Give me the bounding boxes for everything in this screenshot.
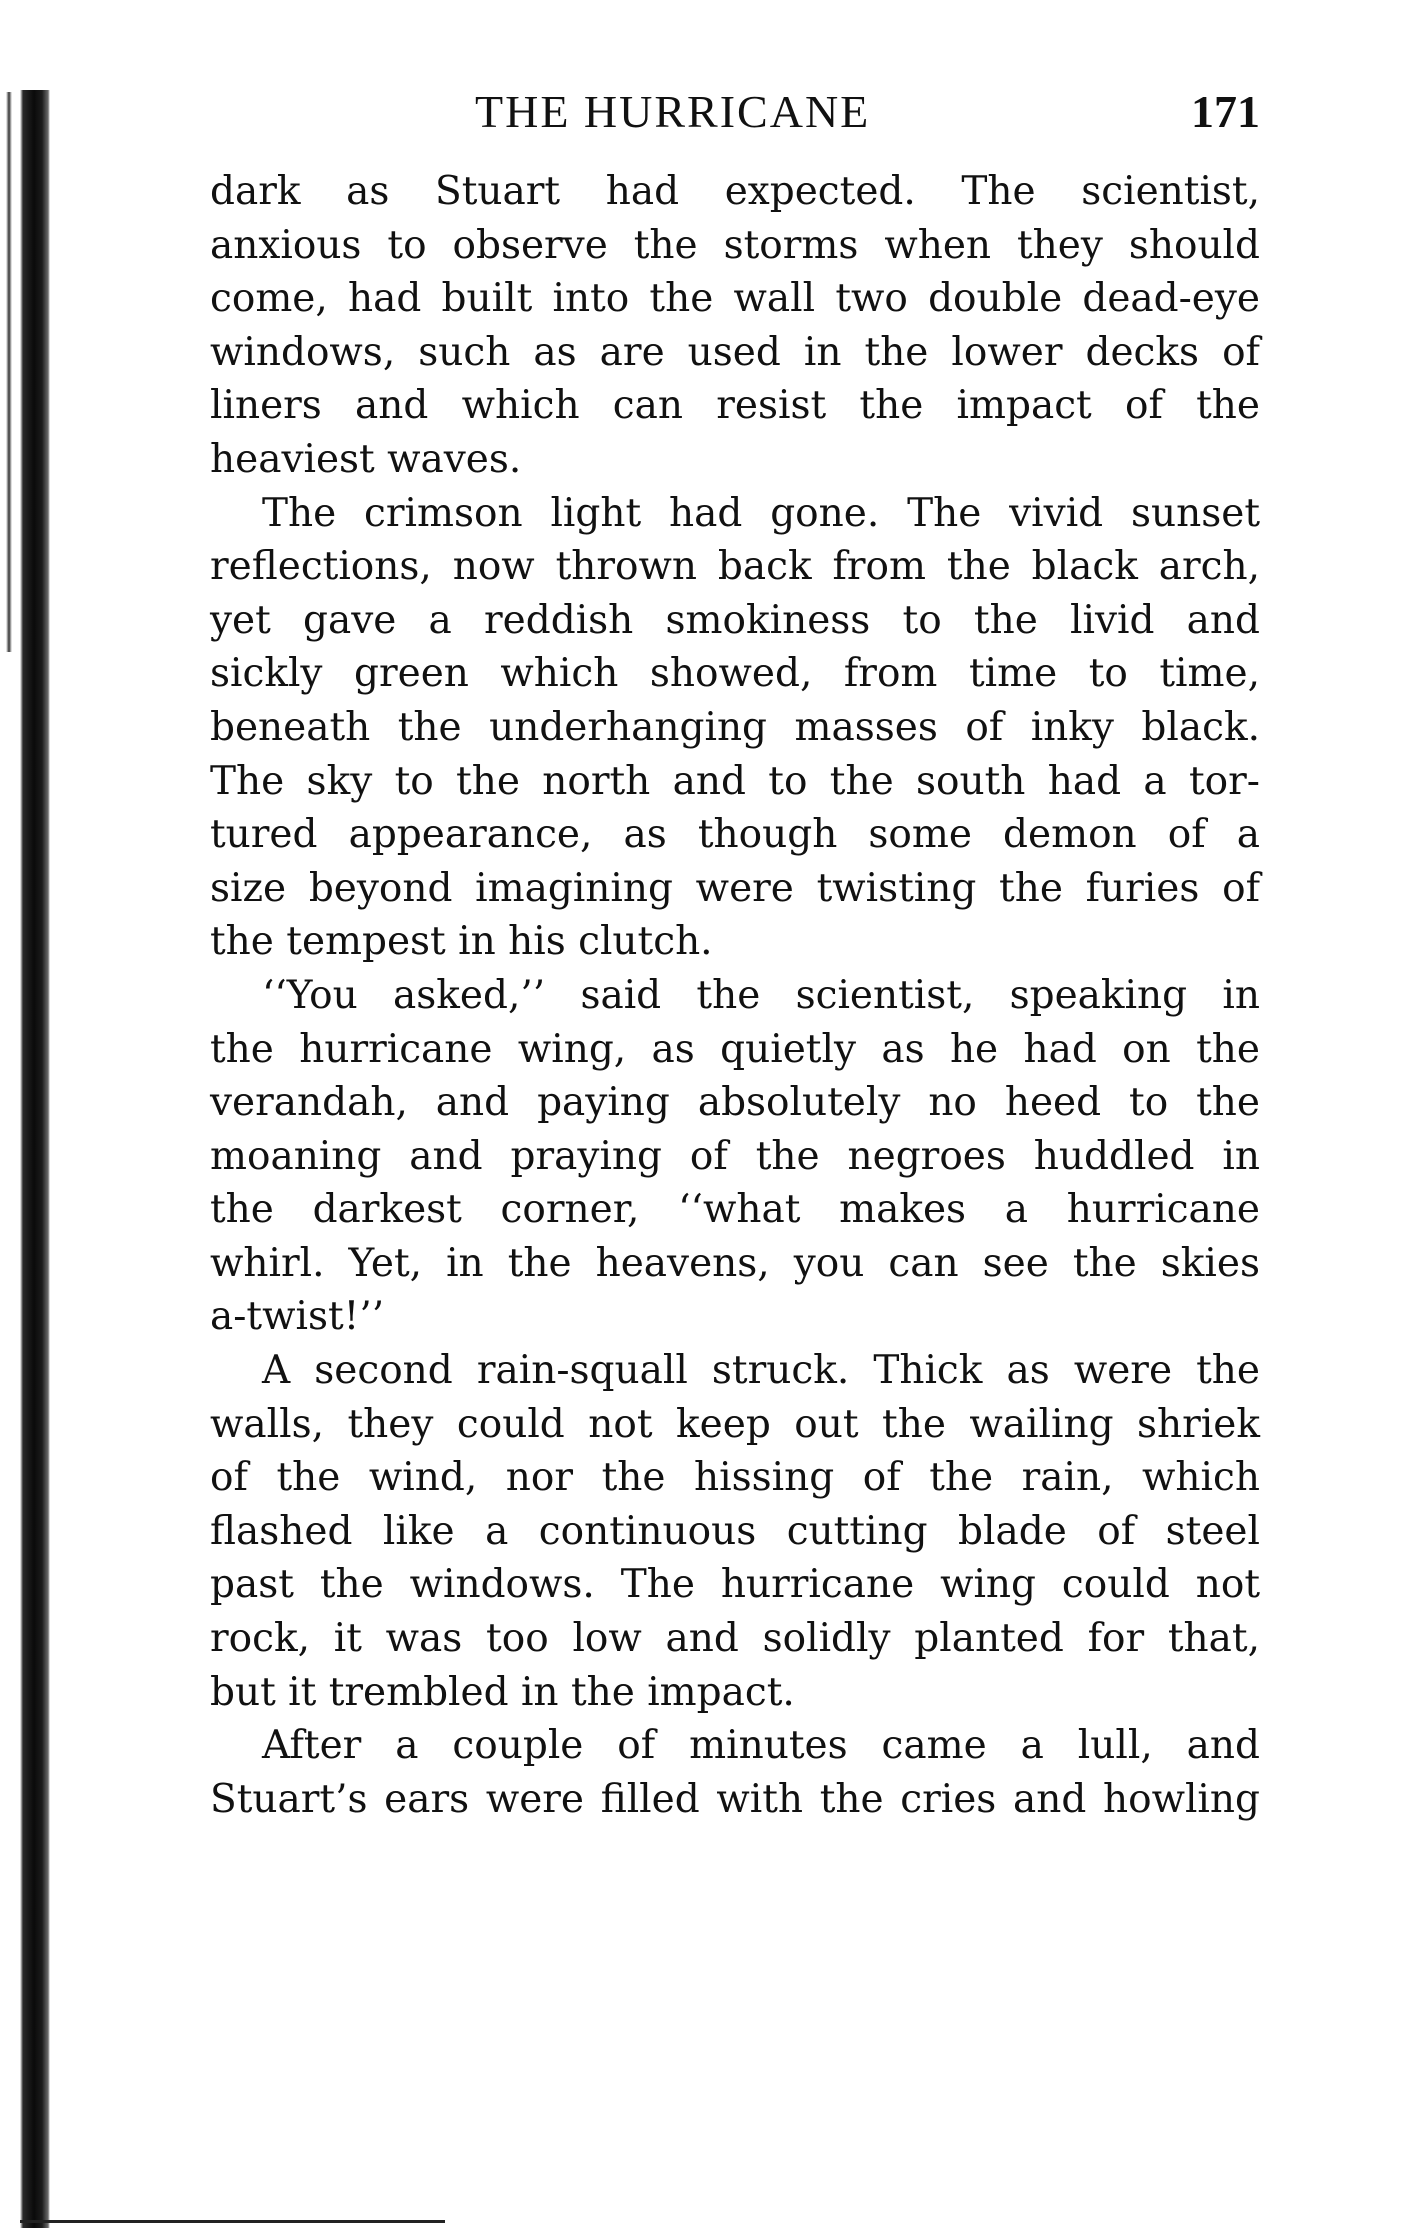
- text-line: whirl. Yet, in the heavens, you can see the skies: [210, 1240, 1260, 1286]
- text-line: moaning and praying of the negroes huddled in: [210, 1133, 1260, 1179]
- text-line: Stuart’s ears were filled with the cries and howling: [210, 1776, 1260, 1822]
- text-line: The sky to the north and to the south had a tor-: [210, 758, 1260, 804]
- paragraph-5: [210, 1719, 1260, 1826]
- text-line: size beyond imagining were twisting the furies of: [210, 865, 1260, 911]
- text-line: rock, it was too low and solidly planted for that,: [210, 1616, 1260, 1662]
- text-line: the tempest in his clutch.: [210, 919, 713, 965]
- text-line: come, had built into the wall two double dead-eye: [210, 276, 1260, 322]
- page-number: 171: [1191, 86, 1260, 137]
- text-line: walls, they could not keep out the wailing shriek: [210, 1401, 1260, 1447]
- text-line: the darkest corner, ‘‘what makes a hurricane: [210, 1187, 1260, 1233]
- text-line: yet gave a reddish smokiness to the livid and: [210, 597, 1260, 643]
- body-text: [210, 165, 1260, 1826]
- paragraph-4: [210, 1344, 1260, 1719]
- paragraph-1: [210, 165, 1260, 487]
- bottom-rule: [20, 2220, 445, 2223]
- text-line: dark as Stuart had expected. The scientist,: [210, 169, 1260, 214]
- text-line: the hurricane wing, as quietly as he had on the: [210, 1026, 1260, 1072]
- text-line: reflections, now thrown back from the black arch,: [210, 544, 1260, 590]
- binding-edge: [20, 90, 50, 2228]
- text-line: flashed like a continuous cutting blade of steel: [210, 1508, 1260, 1554]
- text-line: tured appearance, as though some demon of a: [210, 812, 1260, 858]
- text-line: After a couple of minutes came a lull, and: [262, 1723, 1260, 1769]
- text-line: heaviest waves.: [210, 436, 522, 482]
- paragraph-3: [210, 969, 1260, 1344]
- text-line: sickly green which showed, from time to time,: [210, 651, 1260, 697]
- binding-edge-thin: [6, 92, 12, 652]
- page-header: [210, 82, 1260, 142]
- text-line: A second rain-squall struck. Thick as were the: [262, 1348, 1260, 1394]
- paragraph-2: [210, 487, 1260, 969]
- text-line: verandah, and paying absolutely no heed to the: [210, 1080, 1260, 1126]
- running-head: THE HURRICANE: [475, 86, 871, 137]
- text-line: of the wind, nor the hissing of the rain, which: [210, 1455, 1260, 1501]
- text-line: but it trembled in the impact.: [210, 1669, 795, 1715]
- text-line: The crimson light had gone. The vivid sunset: [262, 490, 1260, 536]
- text-line: anxious to observe the storms when they should: [210, 222, 1260, 268]
- text-line: past the windows. The hurricane wing could not: [210, 1562, 1260, 1608]
- text-line: windows, such as are used in the lower decks of: [210, 329, 1260, 375]
- text-line: a-twist!’’: [210, 1294, 385, 1340]
- text-line: ‘‘You asked,’’ said the scientist, speaking in: [262, 972, 1260, 1018]
- text-line: beneath the underhanging masses of inky black.: [210, 704, 1260, 750]
- text-line: liners and which can resist the impact of the: [210, 383, 1260, 429]
